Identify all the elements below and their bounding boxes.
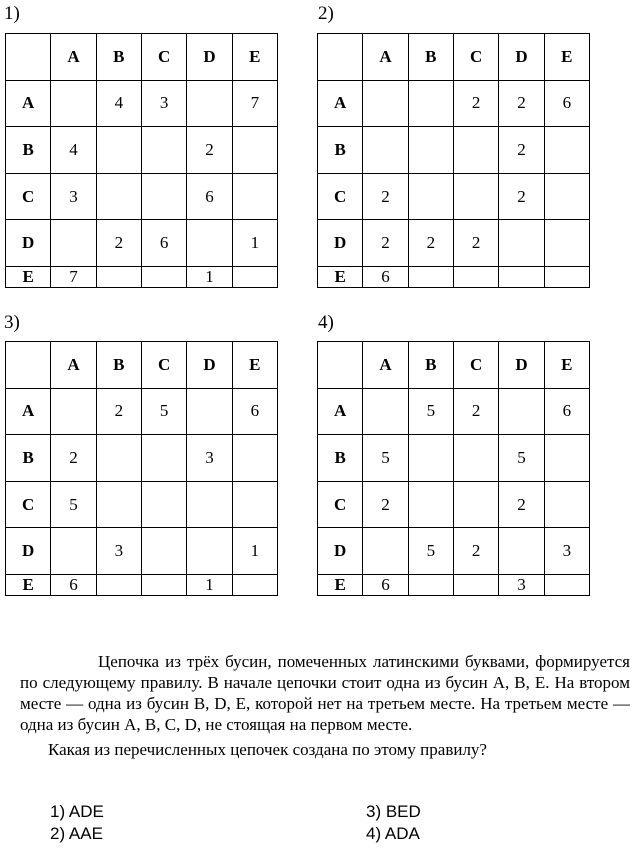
corner-cell — [318, 342, 363, 389]
table-cell: 4 — [96, 80, 141, 127]
table-row — [6, 80, 278, 127]
table-cell: 2 — [499, 127, 544, 174]
table-cell — [141, 481, 186, 528]
distance-table-1 — [5, 33, 278, 288]
column-header: D — [499, 342, 544, 389]
table-row — [318, 127, 590, 174]
table-row — [6, 267, 278, 288]
table-label-1: 1) — [4, 3, 20, 24]
table-cell: 6 — [544, 388, 589, 435]
table-cell — [499, 388, 544, 435]
table-cell — [96, 173, 141, 220]
table-cell — [408, 435, 453, 482]
table-cell — [232, 267, 277, 288]
problem-question: Какая из перечисленных цепочек создана по этому правилу? — [48, 740, 487, 759]
table-row — [6, 528, 278, 575]
table-row — [318, 388, 590, 435]
table-cell — [187, 481, 232, 528]
problem-text — [20, 651, 630, 760]
table-label-4: 4) — [318, 312, 334, 333]
table-cell — [187, 388, 232, 435]
table-row — [6, 173, 278, 220]
table-cell — [453, 127, 498, 174]
column-header: B — [408, 342, 453, 389]
table-cell — [453, 481, 498, 528]
table-cell — [544, 575, 589, 596]
table-cell: 2 — [96, 220, 141, 267]
table-cell — [544, 435, 589, 482]
table-cell — [363, 388, 408, 435]
table-cell: 4 — [51, 127, 96, 174]
table-cell — [408, 173, 453, 220]
table-cell — [141, 173, 186, 220]
column-header: E — [544, 342, 589, 389]
table-cell — [232, 481, 277, 528]
table-cell: 2 — [363, 173, 408, 220]
table-cell — [544, 173, 589, 220]
table-cell — [232, 127, 277, 174]
table-row — [6, 388, 278, 435]
table-cell — [408, 267, 453, 288]
corner-cell — [6, 34, 51, 81]
table-header-row — [318, 34, 590, 81]
table-cell: 6 — [363, 575, 408, 596]
table-cell — [141, 127, 186, 174]
table-row — [6, 435, 278, 482]
table-cell — [544, 127, 589, 174]
column-header: D — [187, 342, 232, 389]
table-header-row — [318, 342, 590, 389]
row-header: C — [6, 481, 51, 528]
column-header: A — [363, 34, 408, 81]
column-header: C — [141, 34, 186, 81]
table-cell: 6 — [51, 575, 96, 596]
table-cell — [453, 267, 498, 288]
column-header: A — [51, 342, 96, 389]
table-cell: 3 — [141, 80, 186, 127]
table-cell: 7 — [51, 267, 96, 288]
table-row — [318, 435, 590, 482]
table-row — [318, 220, 590, 267]
table-cell: 3 — [187, 435, 232, 482]
table-cell: 3 — [499, 575, 544, 596]
column-header: A — [51, 34, 96, 81]
distance-table-2 — [317, 33, 590, 288]
column-header: B — [96, 34, 141, 81]
table-cell — [232, 435, 277, 482]
column-header: D — [187, 34, 232, 81]
column-header: C — [453, 34, 498, 81]
table-cell: 2 — [453, 220, 498, 267]
table-label-2: 2) — [318, 3, 334, 24]
row-header: C — [6, 173, 51, 220]
column-header: B — [408, 34, 453, 81]
table-cell — [408, 80, 453, 127]
table-cell — [187, 80, 232, 127]
row-header: B — [6, 127, 51, 174]
table-row — [6, 127, 278, 174]
table-cell: 5 — [408, 388, 453, 435]
table-cell — [453, 435, 498, 482]
table-cell — [141, 435, 186, 482]
row-header: A — [6, 80, 51, 127]
table-cell — [544, 267, 589, 288]
table-cell — [408, 575, 453, 596]
table-cell: 2 — [453, 528, 498, 575]
table-row — [318, 267, 590, 288]
table-cell — [141, 267, 186, 288]
table-cell: 5 — [363, 435, 408, 482]
row-header: B — [318, 127, 363, 174]
table-cell: 6 — [141, 220, 186, 267]
row-header: E — [318, 575, 363, 596]
row-header: A — [318, 80, 363, 127]
table-row — [318, 481, 590, 528]
table-cell: 1 — [187, 575, 232, 596]
table-cell: 3 — [51, 173, 96, 220]
column-header: E — [232, 342, 277, 389]
table-cell — [499, 267, 544, 288]
table-cell — [51, 388, 96, 435]
table-cell — [141, 575, 186, 596]
answer-option-2: 2) AAE — [50, 824, 103, 843]
row-header: B — [6, 435, 51, 482]
table-cell — [96, 435, 141, 482]
table-cell — [363, 80, 408, 127]
table-row — [6, 220, 278, 267]
table-cell: 2 — [96, 388, 141, 435]
table-cell — [408, 127, 453, 174]
table-cell: 2 — [408, 220, 453, 267]
column-header: E — [232, 34, 277, 81]
table-cell: 5 — [408, 528, 453, 575]
table-cell — [96, 481, 141, 528]
table-cell: 6 — [363, 267, 408, 288]
table-row — [6, 481, 278, 528]
table-cell — [96, 267, 141, 288]
table-cell: 7 — [232, 80, 277, 127]
table-cell — [363, 127, 408, 174]
table-cell: 2 — [499, 173, 544, 220]
table-cell: 1 — [232, 528, 277, 575]
table-row — [318, 80, 590, 127]
column-header: A — [363, 342, 408, 389]
row-header: E — [6, 267, 51, 288]
table-cell — [96, 127, 141, 174]
answer-option-4: 4) ADA — [366, 824, 420, 843]
table-cell: 2 — [453, 388, 498, 435]
table-cell: 6 — [187, 173, 232, 220]
column-header: C — [141, 342, 186, 389]
table-cell: 5 — [141, 388, 186, 435]
answer-option-3: 3) BED — [366, 802, 421, 821]
table-cell — [51, 220, 96, 267]
distance-table-4 — [317, 341, 590, 596]
table-row — [318, 173, 590, 220]
row-header: E — [6, 575, 51, 596]
table-row — [318, 575, 590, 596]
row-header: B — [318, 435, 363, 482]
table-row — [6, 575, 278, 596]
table-cell: 6 — [544, 80, 589, 127]
corner-cell — [318, 34, 363, 81]
column-header: C — [453, 342, 498, 389]
table-header-row — [6, 342, 278, 389]
table-label-3: 3) — [4, 312, 20, 333]
row-header: A — [6, 388, 51, 435]
table-cell — [544, 481, 589, 528]
table-cell: 3 — [544, 528, 589, 575]
table-cell: 2 — [363, 220, 408, 267]
table-row — [318, 528, 590, 575]
table-cell — [187, 220, 232, 267]
table-cell: 3 — [96, 528, 141, 575]
table-cell: 5 — [499, 435, 544, 482]
table-cell: 2 — [51, 435, 96, 482]
column-header: B — [96, 342, 141, 389]
table-cell — [187, 528, 232, 575]
table-cell: 2 — [453, 80, 498, 127]
table-cell: 6 — [232, 388, 277, 435]
table-cell — [544, 220, 589, 267]
table-cell — [499, 528, 544, 575]
table-cell — [232, 575, 277, 596]
table-cell: 2 — [187, 127, 232, 174]
table-header-row — [6, 34, 278, 81]
column-header: E — [544, 34, 589, 81]
row-header: C — [318, 173, 363, 220]
table-cell: 5 — [51, 481, 96, 528]
table-cell — [232, 173, 277, 220]
table-cell — [499, 220, 544, 267]
row-header: D — [318, 220, 363, 267]
problem-paragraph: Цепочка из трёх бусин, помеченных латинскими буквами, формируется по следующему правилу. В начале цепочки стоит одна из бусин A, B, E. На втором месте — одна из бусин B, D, E, которой нет на третьем месте. На третьем месте — одна из бусин A, B, C, D, не стоящая на первом месте. — [20, 652, 630, 734]
table-cell — [51, 80, 96, 127]
corner-cell — [6, 342, 51, 389]
distance-table-3 — [5, 341, 278, 596]
row-header: A — [318, 388, 363, 435]
table-cell — [453, 575, 498, 596]
row-header: D — [6, 528, 51, 575]
table-cell: 1 — [232, 220, 277, 267]
table-cell: 2 — [363, 481, 408, 528]
table-cell — [51, 528, 96, 575]
table-cell: 2 — [499, 481, 544, 528]
table-cell — [363, 528, 408, 575]
table-cell — [141, 528, 186, 575]
table-cell — [96, 575, 141, 596]
row-header: D — [318, 528, 363, 575]
table-cell — [408, 481, 453, 528]
table-cell: 1 — [187, 267, 232, 288]
row-header: E — [318, 267, 363, 288]
row-header: C — [318, 481, 363, 528]
column-header: D — [499, 34, 544, 81]
table-cell: 2 — [499, 80, 544, 127]
table-cell — [453, 173, 498, 220]
row-header: D — [6, 220, 51, 267]
answer-option-1: 1) ADE — [50, 802, 104, 821]
